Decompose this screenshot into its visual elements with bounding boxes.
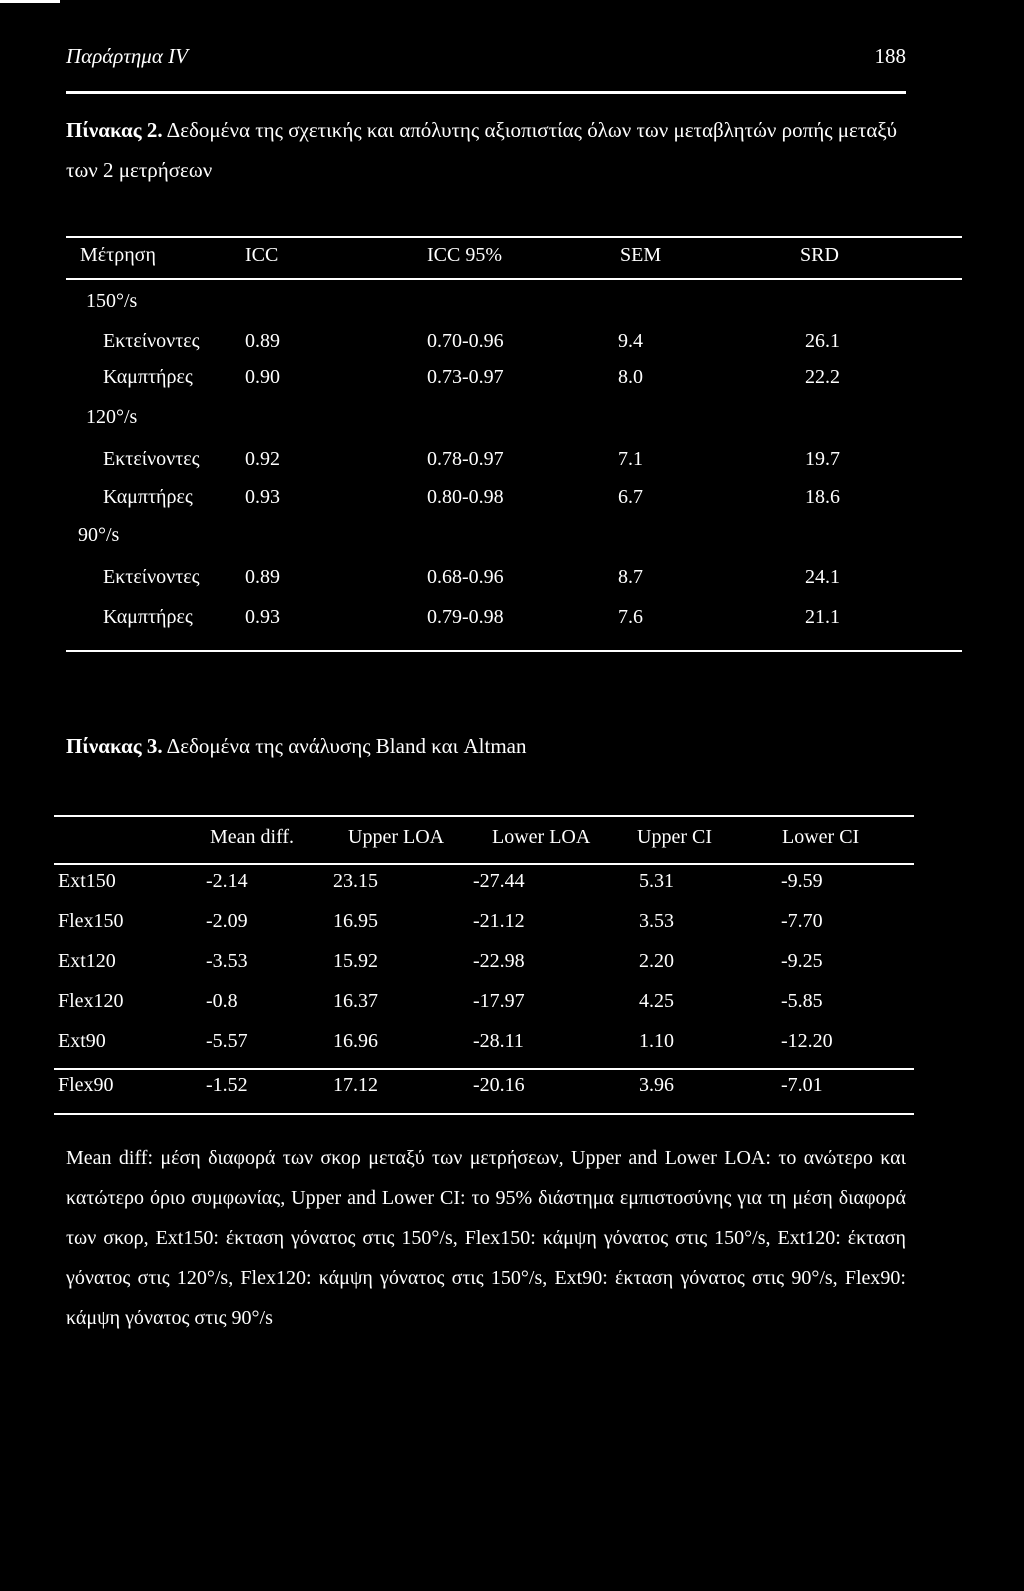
sem-value: 8.0 xyxy=(618,366,643,388)
srd-value: 26.1 xyxy=(805,330,840,352)
table2-top-rule xyxy=(66,236,962,238)
icc-value: 0.89 xyxy=(245,330,280,352)
group-label: 120°/s xyxy=(86,406,138,428)
mean-diff-value: -2.09 xyxy=(206,910,248,932)
row-name: Εκτείνοντες xyxy=(103,448,200,470)
upper-ci-value: 3.96 xyxy=(639,1074,674,1096)
mean-diff-value: -5.57 xyxy=(206,1030,248,1052)
lower-loa-value: -22.98 xyxy=(473,950,525,972)
col-header-mean-diff: Mean diff. xyxy=(210,826,295,848)
srd-value: 22.2 xyxy=(805,366,840,388)
col-header-upper-ci: Upper CI xyxy=(637,826,712,848)
table3-last-row-rule xyxy=(54,1068,914,1070)
srd-value: 18.6 xyxy=(805,486,840,508)
top-edge-mark xyxy=(0,0,60,3)
icc-value: 0.92 xyxy=(245,448,280,470)
icc-value: 0.90 xyxy=(245,366,280,388)
sem-value: 8.7 xyxy=(618,566,643,588)
lower-loa-value: -27.44 xyxy=(473,870,525,892)
upper-ci-value: 3.53 xyxy=(639,910,674,932)
lower-loa-value: -20.16 xyxy=(473,1074,525,1096)
lower-ci-value: -7.70 xyxy=(781,910,823,932)
lower-ci-value: -9.59 xyxy=(781,870,823,892)
section-title: Παράρτημα IV xyxy=(66,44,188,68)
row-name: Εκτείνοντες xyxy=(103,330,200,352)
lower-loa-value: -28.11 xyxy=(473,1030,524,1052)
col-header-sem: SEM xyxy=(620,244,662,266)
row-name: Εκτείνοντες xyxy=(103,566,200,588)
table2-label: Πίνακας 2. xyxy=(66,118,163,142)
table3-bottom-rule xyxy=(54,1113,914,1115)
sem-value: 7.6 xyxy=(618,606,643,628)
upper-loa-value: 16.96 xyxy=(333,1030,378,1052)
row-label: Ext120 xyxy=(58,950,116,972)
page-number: 188 xyxy=(874,44,906,68)
row-name: Καμπτήρες xyxy=(103,486,193,508)
upper-ci-value: 1.10 xyxy=(639,1030,674,1052)
upper-ci-value: 5.31 xyxy=(639,870,674,892)
col-header-upper-loa: Upper LOA xyxy=(348,826,445,848)
table2-caption xyxy=(66,110,906,190)
upper-loa-value: 17.12 xyxy=(333,1074,378,1096)
lower-ci-value: -5.85 xyxy=(781,990,823,1012)
upper-loa-value: 16.37 xyxy=(333,990,378,1012)
table3-label: Πίνακας 3. xyxy=(66,734,163,758)
lower-loa-value: -21.12 xyxy=(473,910,525,932)
srd-value: 24.1 xyxy=(805,566,840,588)
ci-value: 0.78-0.97 xyxy=(427,448,504,470)
lower-ci-value: -9.25 xyxy=(781,950,823,972)
row-label: Ext90 xyxy=(58,1030,106,1052)
col-header-icc: ICC xyxy=(245,244,279,266)
mean-diff-value: -2.14 xyxy=(206,870,248,892)
col-header-srd: SRD xyxy=(800,244,839,266)
table3-header-rule xyxy=(54,863,914,865)
table3-caption xyxy=(66,726,906,766)
col-header-measurement: Μέτρηση xyxy=(80,244,156,266)
icc-value: 0.89 xyxy=(245,566,280,588)
page-header xyxy=(66,44,906,74)
ci-value: 0.79-0.98 xyxy=(427,606,504,628)
header-rule xyxy=(66,91,906,94)
group-label: 90°/s xyxy=(78,524,120,546)
col-header-icc95: ICC 95% xyxy=(427,244,502,266)
ci-value: 0.70-0.96 xyxy=(427,330,504,352)
sem-value: 7.1 xyxy=(618,448,643,470)
ci-value: 0.73-0.97 xyxy=(427,366,504,388)
table3-caption-text: Δεδομένα της ανάλυσης Bland και Altman xyxy=(162,734,527,758)
col-header-lower-ci: Lower CI xyxy=(782,826,860,848)
table2-caption-text: Δεδομένα της σχετικής και απόλυτης αξιοπιστίας όλων των μεταβλητών ροπής μεταξύ των 2 μετρήσεων xyxy=(66,118,898,182)
srd-value: 19.7 xyxy=(805,448,840,470)
row-label: Flex90 xyxy=(58,1074,114,1096)
srd-value: 21.1 xyxy=(805,606,840,628)
mean-diff-value: -3.53 xyxy=(206,950,248,972)
group-label: 150°/s xyxy=(86,290,138,312)
row-label: Flex150 xyxy=(58,910,124,932)
col-header-lower-loa: Lower LOA xyxy=(492,826,591,848)
row-name: Καμπτήρες xyxy=(103,606,193,628)
ci-value: 0.68-0.96 xyxy=(427,566,504,588)
upper-ci-value: 2.20 xyxy=(639,950,674,972)
table2-header-rule xyxy=(66,278,962,280)
upper-loa-value: 16.95 xyxy=(333,910,378,932)
row-name: Καμπτήρες xyxy=(103,366,193,388)
mean-diff-value: -1.52 xyxy=(206,1074,248,1096)
lower-ci-value: -12.20 xyxy=(781,1030,833,1052)
footnote: Mean diff: μέση διαφορά των σκορ μεταξύ των μετρήσεων, Upper and Lower LOA: το ανώτερο και κατώτερο όριο συμφωνίας, Upper and Lower CI: το 95% διάστημα εμπιστοσύνης για τη μέση διαφορά των σκορ, Ext150: έκταση γόνατος στις 150°/s, Flex150: κάμψη γόνατος στις 150°/s, Ext120: έκταση γόνατος στις 120°/s, Flex120: κάμψη γόνατος στις 150°/s, Ext90: έκταση γόνατος στις 90°/s, Flex90: κάμψη γόνατος στις 90°/s xyxy=(66,1147,906,1329)
sem-value: 9.4 xyxy=(618,330,643,352)
ci-value: 0.80-0.98 xyxy=(427,486,504,508)
upper-ci-value: 4.25 xyxy=(639,990,674,1012)
row-label: Ext150 xyxy=(58,870,116,892)
icc-value: 0.93 xyxy=(245,486,280,508)
table3-top-rule xyxy=(54,815,914,817)
upper-loa-value: 15.92 xyxy=(333,950,378,972)
table2-bottom-rule xyxy=(66,650,962,652)
lower-ci-value: -7.01 xyxy=(781,1074,823,1096)
row-label: Flex120 xyxy=(58,990,124,1012)
upper-loa-value: 23.15 xyxy=(333,870,378,892)
mean-diff-value: -0.8 xyxy=(206,990,238,1012)
sem-value: 6.7 xyxy=(618,486,643,508)
icc-value: 0.93 xyxy=(245,606,280,628)
lower-loa-value: -17.97 xyxy=(473,990,525,1012)
